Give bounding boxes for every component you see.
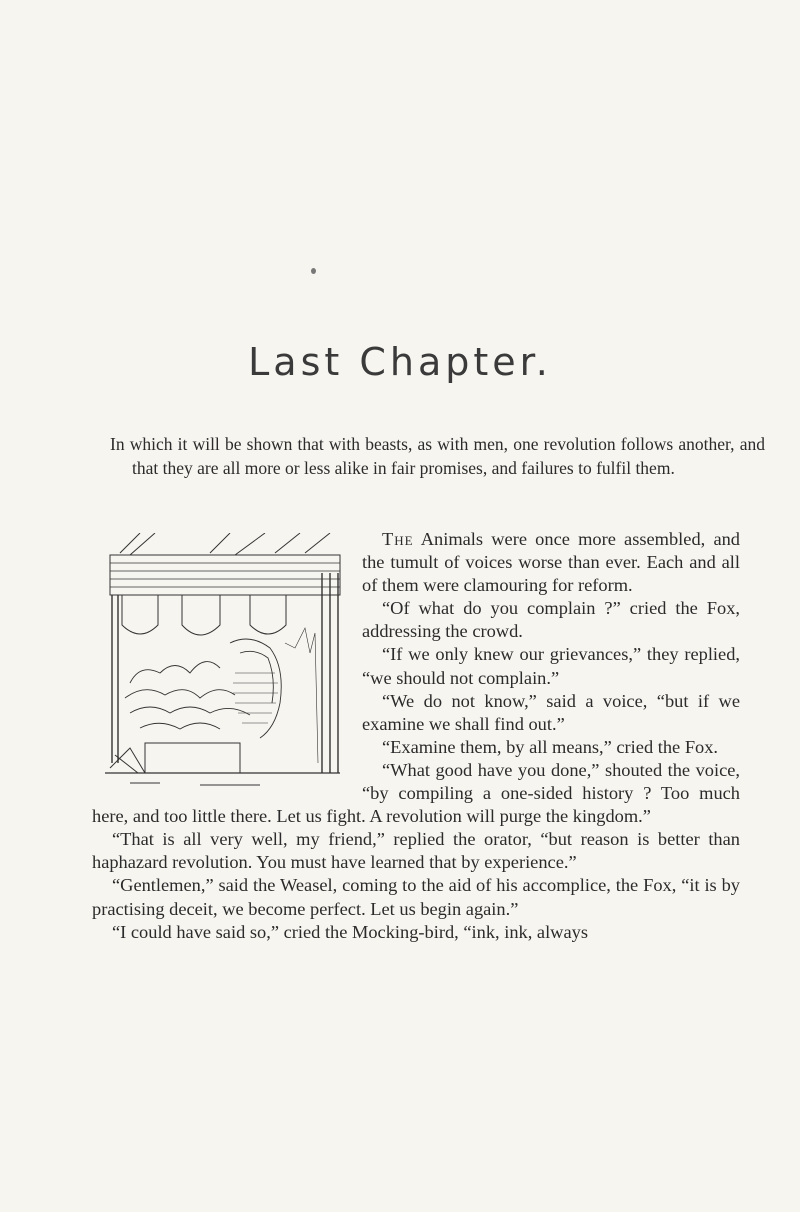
paragraph: “If we only knew our grievances,” they replied, “we should not complain.” [362, 644, 740, 688]
paragraph: “Of what do you complain ?” cried the Fox, addressing the crowd. [362, 598, 740, 642]
paragraph: “Examine them, by all means,” cried the Fox. [382, 736, 719, 757]
paragraph: “What good have you done,” shouted the voice, “by compiling a one-sided history ? Too much here, and too little there. Let us fight. A revolution will purge the kingdom.” [92, 759, 740, 827]
print-speck [311, 268, 316, 274]
paragraph: “We do not know,” said a voice, “but if we examine we shall find out.” [362, 690, 740, 734]
chapter-body [92, 528, 740, 944]
paragraph: “Gentlemen,” said the Weasel, coming to the aid of his accomplice, the Fox, “it is by practising deceit, we become perfect. Let us begin again.” [92, 875, 740, 919]
paragraph: “That is all very well, my friend,” replied the orator, “but reason is better than haphazard revolution. You must have learned that by experience.” [92, 829, 740, 873]
paragraph-text: Animals were once more assembled, and the tumult of voices worse than ever. Each and all of them were clamouring for reform. [362, 529, 740, 596]
paragraph-lead: The [382, 529, 414, 549]
paragraph: “I could have said so,” cried the Mocking-bird, “ink, ink, always [112, 921, 588, 942]
illustration-space [92, 528, 362, 796]
chapter-title: Last Chapter. [248, 340, 552, 384]
chapter-summary: In which it will be shown that with beasts, as with men, one revolution follows another, and that they are all more or less alike in fair promises, and failures to fulfil them. [110, 434, 765, 478]
